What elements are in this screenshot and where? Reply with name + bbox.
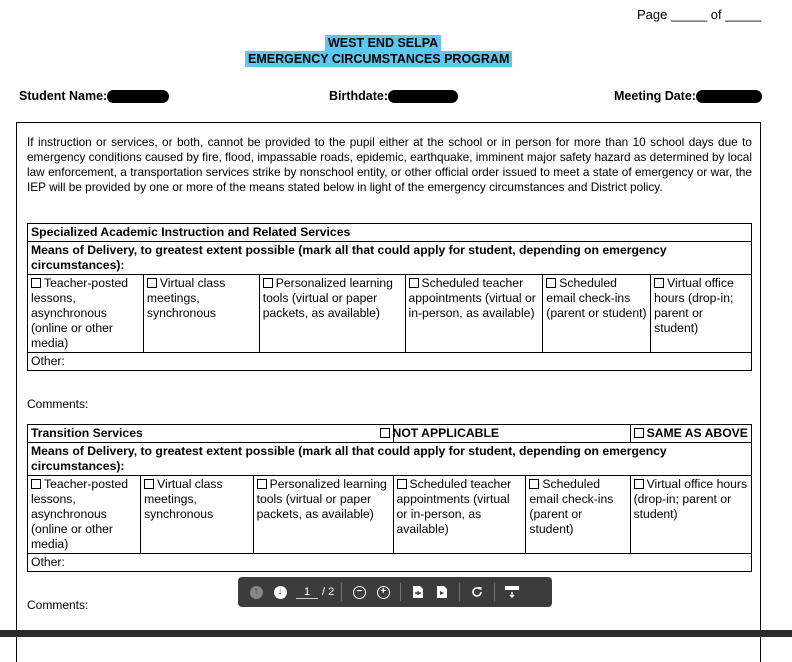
section1-title: Specialized Academic Instruction and Related Services [28,224,752,242]
save-icon[interactable] [431,581,453,603]
checkbox[interactable] [147,278,157,288]
toolbar-divider [400,583,401,601]
section2-option[interactable]: Scheduled email check-ins (parent or student) [526,476,630,554]
checkbox[interactable] [634,479,644,489]
checkbox[interactable] [397,479,407,489]
title-line-2: EMERGENCY CIRCUMSTANCES PROGRAM [245,51,512,67]
checkbox[interactable] [31,278,41,288]
checkbox[interactable] [634,428,644,438]
redacted-student-name [107,90,169,103]
checkbox[interactable] [380,428,390,438]
page-counter: Page _____ of _____ [637,7,762,22]
section1-means: Means of Delivery, to greatest extent possible (mark all that could apply for student, depending on emergency circumstances): [28,242,752,275]
total-pages: / 2 [322,586,335,598]
checkbox[interactable] [654,278,664,288]
section2-comments: Comments: [27,598,89,612]
zoom-in-icon[interactable]: + [372,581,394,603]
section1-option[interactable]: Scheduled email check-ins (parent or student) [543,275,651,353]
student-name-label: Student Name: [19,89,108,103]
section2-option[interactable]: Teacher-posted lessons, asynchronous (online or other media) [28,476,141,554]
checkbox[interactable] [529,479,539,489]
checkbox[interactable] [257,479,267,489]
viewer-bottom-bar [0,630,792,637]
birthdate-label: Birthdate: [329,89,389,103]
section1-comments: Comments: [27,397,89,411]
page-down-icon[interactable]: ↓ [269,581,291,603]
section1-option[interactable]: Personalized learning tools (virtual or paper packets, as available) [259,275,405,353]
section1-option[interactable]: Teacher-posted lessons, asynchronous (online or other media) [28,275,144,353]
section2-option[interactable]: Virtual class meetings, synchronous [141,476,253,554]
download-icon[interactable] [407,581,429,603]
section2-same-as-above[interactable]: SAME AS ABOVE [630,425,751,443]
section1-other[interactable]: Other: [28,353,752,371]
checkbox[interactable] [409,278,419,288]
rotate-icon[interactable] [466,581,488,603]
toolbar-divider [494,583,495,601]
meeting-date-field [614,89,762,103]
annotation-icon[interactable] [501,581,523,603]
student-name-field [19,89,169,103]
section2-option[interactable]: Virtual office hours (drop-in; parent or student) [630,476,751,554]
section1-option[interactable]: Virtual office hours (drop-in; parent or student) [651,275,752,353]
section2-option[interactable]: Personalized learning tools (virtual or paper packets, as available) [253,476,393,554]
intro-paragraph: If instruction or services, or both, cannot be provided to the pupil either at the school or in person for more than 10 school days due to emergency conditions caused by fire, flood, impassable roads, epidemic, earthquake, imminent major safety hazard as determined by local law enforcement, a transportation services strike by nonschool entity, or other official order issued to meet a state of emergency or war, the IEP will be provided by one or more of the means stated below in light of the emergency circumstances and District policy. [27,135,752,194]
page-up-icon[interactable]: ↑ [245,581,267,603]
section2-means: Means of Delivery, to greatest extent possible (mark all that could apply for student, depending on emergency circumstances): [28,443,752,476]
section2-other[interactable]: Other: [28,554,752,572]
section2-table [27,424,752,572]
checkbox[interactable] [263,278,273,288]
zoom-out-icon[interactable]: − [348,581,370,603]
pdf-toolbar [238,577,552,607]
page-number-input[interactable]: 1 [296,586,318,599]
section1-option[interactable]: Scheduled teacher appointments (virtual or in-person, as available) [405,275,543,353]
section1-table [27,223,752,371]
toolbar-divider [341,583,342,601]
section2-not-applicable[interactable]: NOT APPLICABLE [393,425,630,443]
section2-option[interactable]: Scheduled teacher appointments (virtual or in-person, as available) [393,476,526,554]
meeting-date-label: Meeting Date: [614,89,696,103]
title-line-1: WEST END SELPA [325,35,441,51]
birthdate-field [329,89,458,103]
section1-option[interactable]: Virtual class meetings, synchronous [143,275,259,353]
toolbar-divider [459,583,460,601]
checkbox[interactable] [31,479,41,489]
section2-title: Transition Services [28,425,394,443]
checkbox[interactable] [144,479,154,489]
redacted-birthdate [388,90,458,103]
redacted-meeting-date [696,90,762,103]
checkbox[interactable] [546,278,556,288]
